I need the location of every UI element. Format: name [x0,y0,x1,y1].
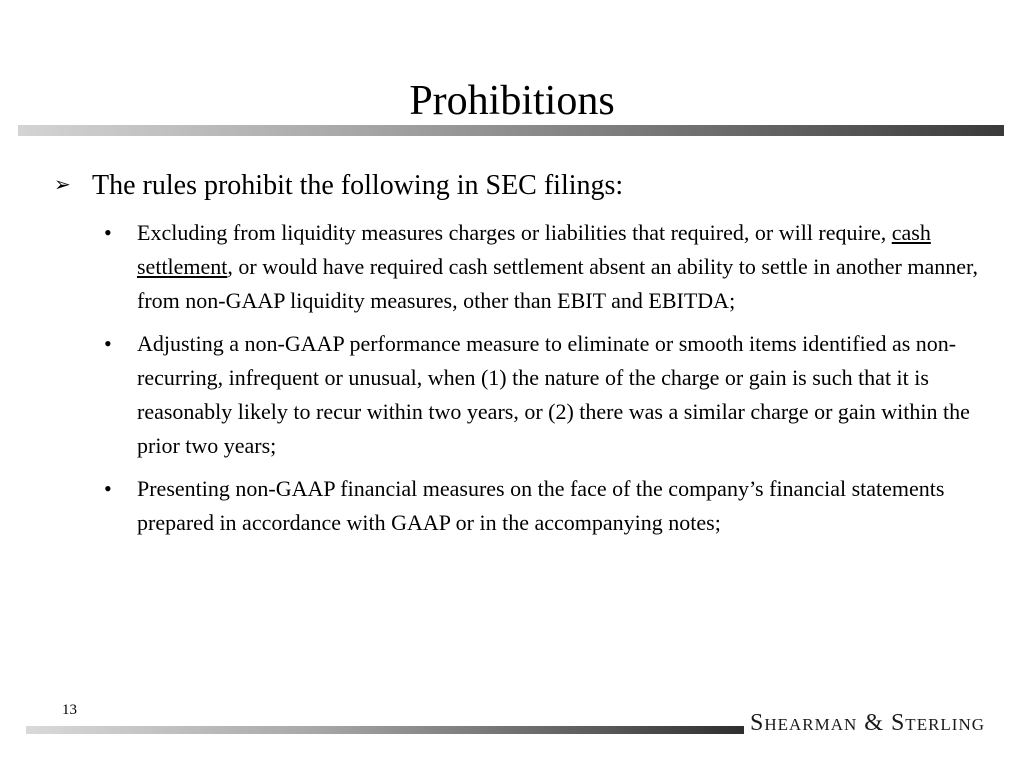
main-point-text: The rules prohibit the following in SEC filings: [92,170,624,201]
bullet-dot-icon: • [104,220,112,245]
slide-title: Prohibitions [409,78,615,124]
cash-settlement-underlined-text: cash settlement [137,220,931,279]
list-item-text-end: , or would have required cash settlement absent an ability to settle in another manner, from non-GAAP liquidity measures, other than EBIT and EBITDA; [137,254,978,313]
list-item-text: Presenting non-GAAP financial measures on the face of the company’s financial statements prepared in accordance with GAAP or in the accompanying notes; [137,476,945,535]
main-point [54,166,984,204]
bullet-dot-icon: • [104,331,112,356]
arrow-bullet-icon: ➢ [54,172,71,196]
title-divider [18,125,1004,136]
list-item [104,472,984,540]
prohibitions-list [104,216,984,549]
slide-number: 13 [62,702,77,718]
list-item [104,327,984,463]
list-item-text-start: Excluding from liquidity measures charges or liabilities that required, or will require, [137,220,892,245]
list-item-text: Adjusting a non-GAAP performance measure to eliminate or smooth items identified as non-recurring, infrequent or unusual, when (1) the nature of the charge or gain is such that it is reasonably likely to recur within two years, or (2) there was a similar charge or gain within the prior two years; [137,331,970,458]
bullet-dot-icon: • [104,476,112,501]
list-item [104,216,984,318]
footer-divider [26,726,744,734]
firm-logo: Shearman & Sterling [750,710,986,736]
